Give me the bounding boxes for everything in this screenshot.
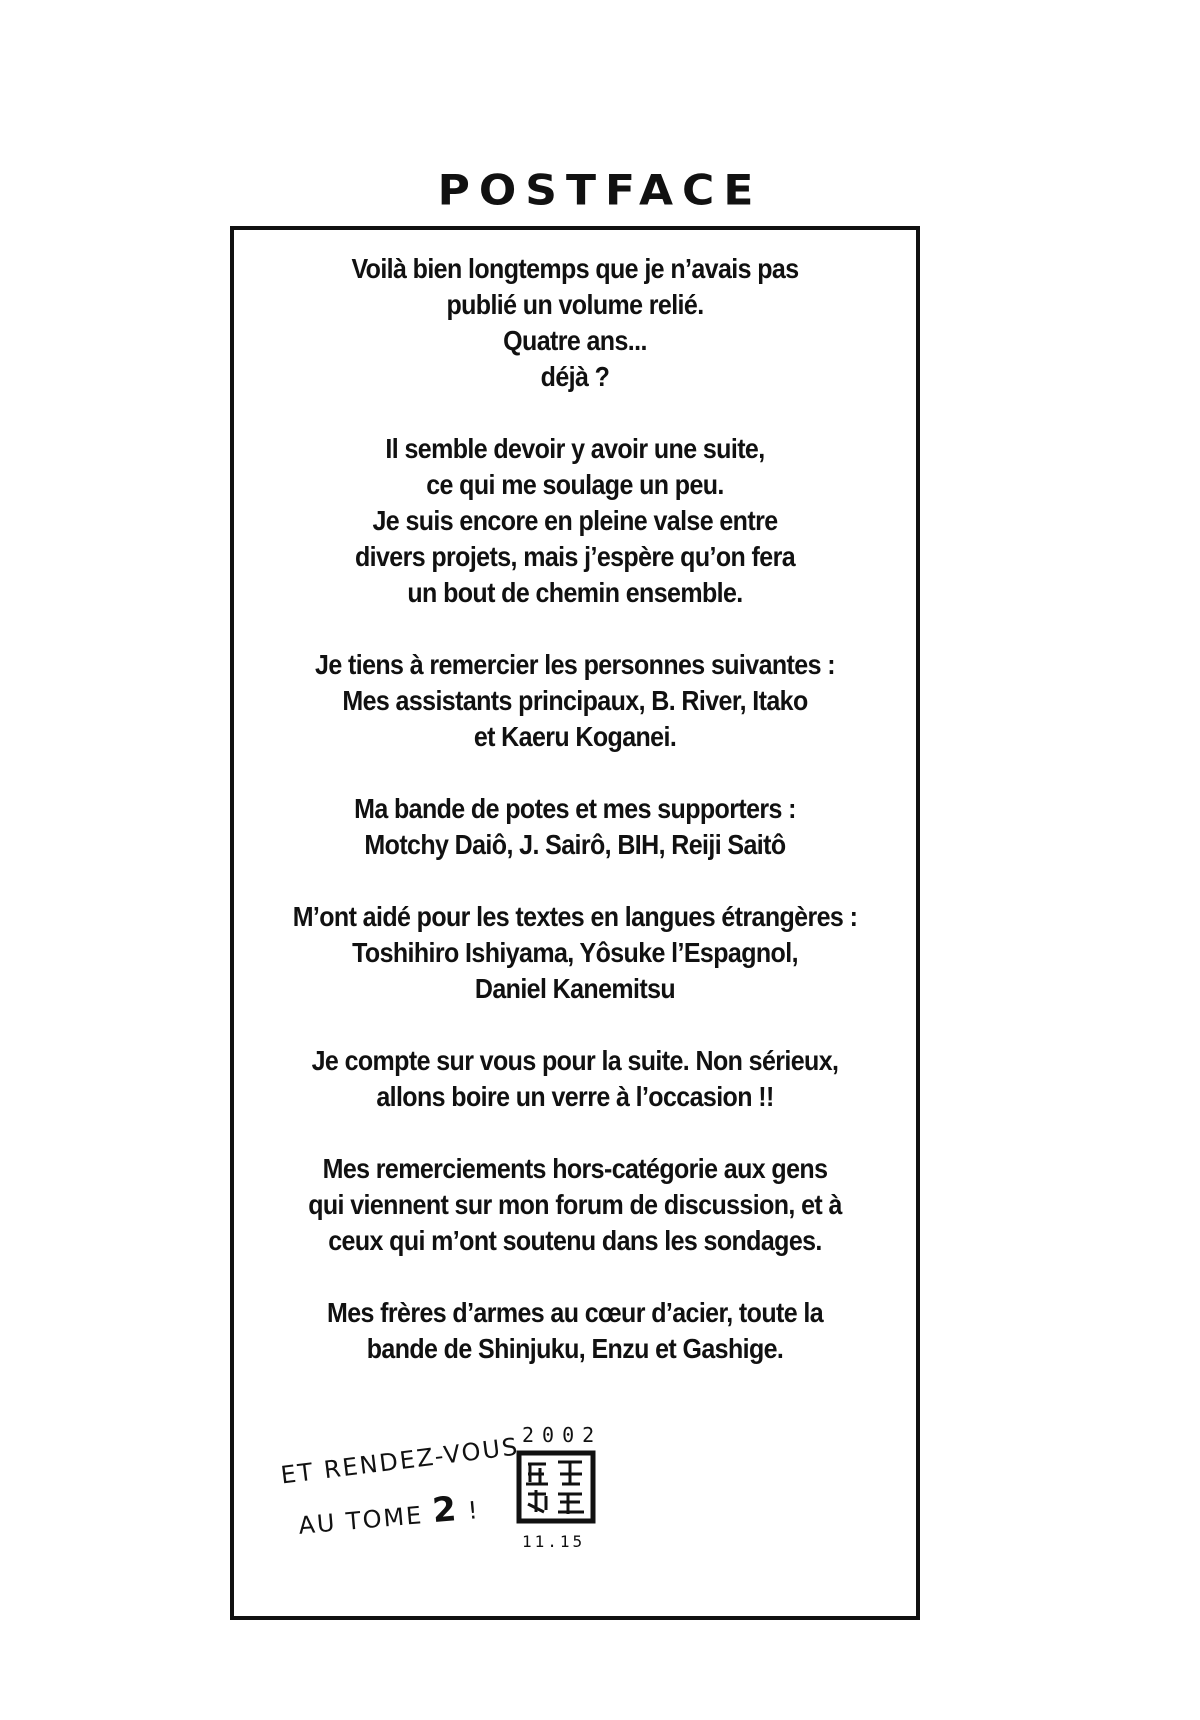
- paragraph-line: Je tiens à remercier les personnes suivantes :: [315, 649, 835, 681]
- handwritten-volume-number: 2: [430, 1489, 460, 1532]
- paragraph-line: divers projets, mais j’espère qu’on fera: [354, 541, 796, 573]
- paragraph: [234, 899, 916, 1007]
- paragraph-line: Daniel Kanemitsu: [474, 973, 676, 1005]
- paragraph-line: allons boire un verre à l’occasion !!: [376, 1081, 774, 1113]
- postface-body: [234, 251, 916, 1403]
- page-title: POSTFACE: [437, 166, 763, 215]
- paragraph-line: Ma bande de potes et mes supporters :: [354, 793, 796, 825]
- paragraph-line: Mes assistants principaux, B. River, Itako: [342, 685, 808, 717]
- paragraph-line: déjà ?: [540, 361, 610, 393]
- paragraph: [234, 647, 916, 755]
- paragraph-line: Motchy Daiô, J. Sairô, BIH, Reiji Saitô: [364, 829, 786, 861]
- paragraph: [234, 1043, 916, 1115]
- paragraph-line: ce qui me soulage un peu.: [426, 469, 724, 501]
- paragraph: [234, 1295, 916, 1367]
- paragraph-line: un bout de chemin ensemble.: [407, 577, 743, 609]
- paragraph-line: publié un volume relié.: [446, 289, 704, 321]
- signature-date: 11.15: [522, 1532, 586, 1551]
- handwritten-suffix: !: [457, 1496, 481, 1526]
- paragraph-line: bande de Shinjuku, Enzu et Gashige.: [366, 1333, 784, 1365]
- paragraph-line: Toshihiro Ishiyama, Yôsuke l’Espagnol,: [352, 937, 798, 969]
- paragraph-line: Il semble devoir y avoir une suite,: [385, 433, 765, 465]
- signature-year: 2002: [522, 1423, 603, 1447]
- paragraph-line: Je suis encore en pleine valse entre: [372, 505, 778, 537]
- paragraph-line: qui viennent sur mon forum de discussion, et à: [308, 1189, 842, 1221]
- paragraph-line: Voilà bien longtemps que je n’avais pas: [351, 253, 799, 285]
- paragraph-line: et Kaeru Koganei.: [473, 721, 677, 753]
- paragraph-line: Quatre ans...: [503, 325, 647, 357]
- signature-seal: [516, 1450, 596, 1524]
- paragraph: [234, 1151, 916, 1259]
- paragraph: [234, 791, 916, 863]
- paragraph: [234, 251, 916, 395]
- paragraph-line: Je compte sur vous pour la suite. Non sérieux,: [311, 1045, 839, 1077]
- paragraph-line: M’ont aidé pour les textes en langues étrangères :: [292, 901, 858, 933]
- handwritten-line-1: ET RENDEZ-VOUS: [279, 1432, 521, 1490]
- paragraph-line: ceux qui m’ont soutenu dans les sondages.: [328, 1225, 822, 1257]
- paragraph-line: Mes remerciements hors-catégorie aux gens: [322, 1153, 828, 1185]
- handwritten-prefix: AU TOME: [297, 1500, 434, 1540]
- paragraph: [234, 431, 916, 611]
- paragraph-line: Mes frères d’armes au cœur d’acier, toute la: [326, 1297, 824, 1329]
